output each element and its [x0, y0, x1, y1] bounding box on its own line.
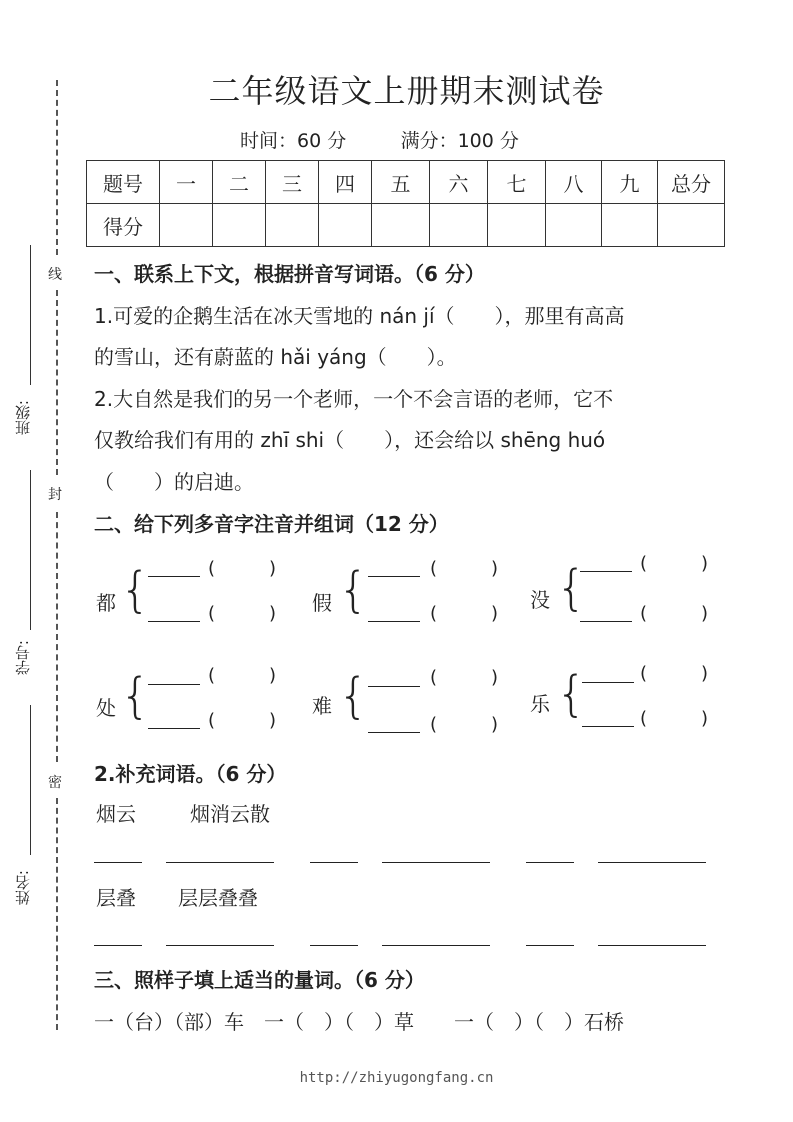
table-cell: 四 — [319, 161, 372, 204]
margin-mark-seal: 封 — [48, 487, 62, 503]
student-id-write-line[interactable] — [30, 470, 31, 630]
word-blank[interactable] — [598, 862, 706, 863]
brace-icon: { — [338, 668, 369, 724]
binding-dashed-line — [56, 798, 58, 1030]
brace-icon: { — [120, 668, 151, 724]
score-input-cell[interactable] — [319, 204, 372, 247]
name-write-line[interactable] — [30, 705, 31, 855]
pinyin-blank[interactable] — [580, 621, 632, 622]
word-blank[interactable] — [526, 862, 574, 863]
score-input-cell[interactable] — [546, 204, 602, 247]
polyphonic-char: 没 — [530, 588, 550, 612]
word-paren[interactable]: ( ) — [208, 665, 277, 686]
word-paren[interactable]: ( ) — [208, 603, 277, 624]
table-cell: 八 — [546, 161, 602, 204]
score-input-cell[interactable] — [658, 204, 725, 247]
pinyin-blank[interactable] — [148, 621, 200, 622]
section1-line: 的雪山，还有蔚蓝的 hǎi yáng（ ）。 — [94, 345, 457, 369]
brace-icon: { — [556, 666, 587, 722]
table-cell: 七 — [488, 161, 546, 204]
table-cell: 一 — [160, 161, 213, 204]
pinyin-blank[interactable] — [148, 684, 200, 685]
score-input-cell[interactable] — [488, 204, 546, 247]
word-paren[interactable]: ( ) — [208, 558, 277, 579]
word-blank[interactable] — [598, 945, 706, 946]
word-paren[interactable]: ( ) — [430, 667, 499, 688]
brace-icon: { — [338, 562, 369, 618]
word-blank[interactable] — [310, 945, 358, 946]
word-blank[interactable] — [94, 945, 142, 946]
score-input-cell[interactable] — [372, 204, 430, 247]
score-input-cell[interactable] — [160, 204, 213, 247]
word-blank[interactable] — [382, 862, 490, 863]
section1-line: 1.可爱的企鹅生活在冰天雪地的 nán jí（ ），那里有高高 — [94, 304, 625, 328]
binding-dashed-line — [56, 512, 58, 762]
polyphonic-char: 乐 — [530, 692, 550, 716]
section1-heading: 一、联系上下文，根据拼音写词语。（6 分） — [94, 262, 485, 286]
exam-info — [240, 126, 519, 153]
example-word: 烟云 — [96, 802, 136, 826]
word-blank[interactable] — [310, 862, 358, 863]
page-title: 二年级语文上册期末测试卷 — [208, 72, 605, 110]
score-input-cell[interactable] — [430, 204, 488, 247]
polyphonic-char: 难 — [312, 694, 332, 718]
footer-url: http://zhiyugongfang.cn — [299, 1070, 494, 1086]
section1-line: （ ）的启迪。 — [94, 470, 254, 494]
table-cell: 六 — [430, 161, 488, 204]
word-blank[interactable] — [94, 862, 142, 863]
pinyin-blank[interactable] — [368, 576, 420, 577]
word-paren[interactable]: ( ) — [640, 603, 709, 624]
section3-line: 一（台）（部）车 一（ ）（ ）草 一（ ）（ ）石桥 — [94, 1010, 624, 1034]
section1-line: 2.大自然是我们的另一个老师，一个不会言语的老师，它不 — [94, 387, 614, 411]
margin-mark-secret: 密 — [48, 775, 62, 791]
student-id-field-label: 学号: — [14, 640, 32, 676]
pinyin-blank[interactable] — [368, 732, 420, 733]
section2b-heading: 2.补充词语。（6 分） — [94, 762, 287, 786]
polyphonic-char: 假 — [312, 591, 332, 615]
word-blank[interactable] — [382, 945, 490, 946]
score-input-cell[interactable] — [213, 204, 266, 247]
word-paren[interactable]: ( ) — [430, 603, 499, 624]
score-label: 满分：100 分 — [400, 130, 519, 152]
score-table-score-row — [87, 204, 725, 247]
binding-dashed-line — [56, 290, 58, 475]
pinyin-blank[interactable] — [580, 571, 632, 572]
table-cell: 五 — [372, 161, 430, 204]
table-cell: 题号 — [87, 161, 160, 204]
example-word: 烟消云散 — [190, 802, 270, 826]
table-cell: 总分 — [658, 161, 725, 204]
pinyin-blank[interactable] — [148, 728, 200, 729]
section3-heading: 三、照样子填上适当的量词。（6 分） — [94, 968, 425, 992]
score-input-cell[interactable] — [602, 204, 658, 247]
pinyin-blank[interactable] — [148, 576, 200, 577]
word-paren[interactable]: ( ) — [640, 553, 709, 574]
word-paren[interactable]: ( ) — [208, 710, 277, 731]
table-cell: 得分 — [87, 204, 160, 247]
example-word: 层叠 — [96, 886, 136, 910]
pinyin-blank[interactable] — [582, 682, 634, 683]
table-cell: 二 — [213, 161, 266, 204]
word-blank[interactable] — [166, 862, 274, 863]
pinyin-blank[interactable] — [368, 686, 420, 687]
margin-mark-line: 线 — [48, 267, 62, 283]
section2-heading: 二、给下列多音字注音并组词（12 分） — [94, 512, 449, 536]
word-blank[interactable] — [526, 945, 574, 946]
score-table — [86, 160, 725, 247]
polyphonic-char: 都 — [96, 591, 116, 615]
class-field-label: 班级: — [14, 400, 32, 436]
brace-icon: { — [556, 560, 587, 616]
score-table-header-row — [87, 161, 725, 204]
word-paren[interactable]: ( ) — [430, 714, 499, 735]
section1-line: 仅教给我们有用的 zhī shi（ ），还会给以 shēng huó — [94, 428, 606, 452]
word-paren[interactable]: ( ) — [430, 558, 499, 579]
pinyin-blank[interactable] — [368, 621, 420, 622]
binding-dashed-line — [56, 80, 58, 255]
word-paren[interactable]: ( ) — [640, 663, 709, 684]
brace-icon: { — [120, 562, 151, 618]
class-write-line[interactable] — [30, 245, 31, 385]
name-field-label: 姓名: — [14, 870, 32, 906]
pinyin-blank[interactable] — [582, 726, 634, 727]
word-blank[interactable] — [166, 945, 274, 946]
table-cell: 三 — [266, 161, 319, 204]
word-paren[interactable]: ( ) — [640, 708, 709, 729]
polyphonic-char: 处 — [96, 696, 116, 720]
score-input-cell[interactable] — [266, 204, 319, 247]
example-word: 层层叠叠 — [178, 886, 258, 910]
time-label: 时间：60 分 — [240, 130, 347, 152]
table-cell: 九 — [602, 161, 658, 204]
